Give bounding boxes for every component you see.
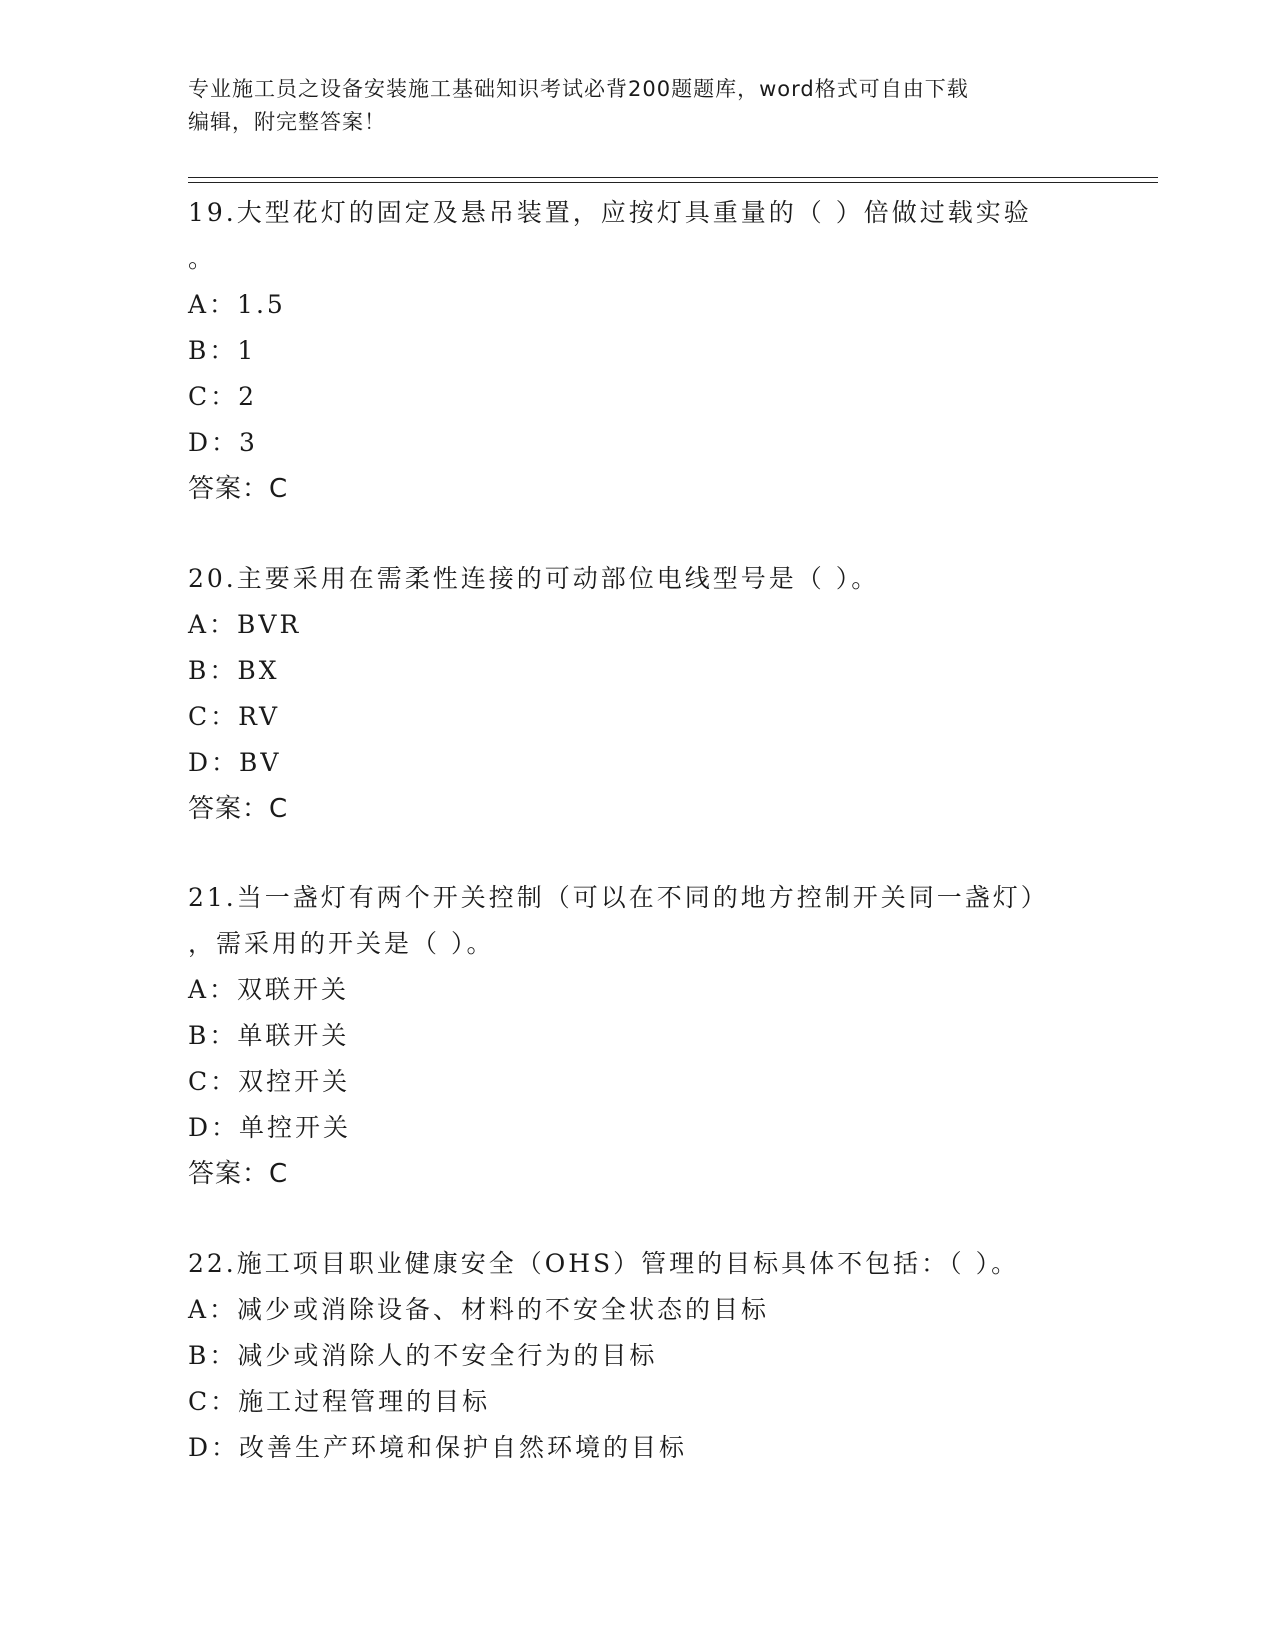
header-divider-bottom [188, 182, 1158, 183]
option-c: C：双控开关 [188, 1067, 351, 1096]
question-stem-continuation: 。 [188, 244, 217, 273]
option-d: D：BV [188, 748, 282, 777]
option-c: C：施工过程管理的目标 [188, 1387, 491, 1416]
question-21 [188, 875, 1088, 1197]
document-header [188, 73, 1088, 139]
option-d: D：单控开关 [188, 1113, 352, 1142]
answer: 答案：C [188, 1159, 289, 1189]
question-stem-continuation: ，需采用的开关是（ ）。 [188, 929, 495, 958]
question-20 [188, 556, 1088, 832]
option-c: C：2 [188, 382, 258, 411]
option-a: A：减少或消除设备、材料的不安全状态的目标 [188, 1295, 770, 1324]
option-b: B：单联开关 [188, 1021, 350, 1050]
option-d: D：3 [188, 428, 258, 457]
option-d: D：改善生产环境和保护自然环境的目标 [188, 1433, 688, 1462]
question-stem: 22.施工项目职业健康安全（OHS）管理的目标具体不包括：（ ）。 [188, 1249, 1020, 1278]
option-a: A：1.5 [188, 290, 286, 319]
option-b: B：1 [188, 336, 257, 365]
question-stem: 21.当一盏灯有两个开关控制（可以在不同的地方控制开关同一盏灯） [188, 883, 1049, 912]
header-divider-top [188, 177, 1158, 178]
option-a: A：BVR [188, 610, 302, 639]
header-line-2: 编辑，附完整答案！ [188, 110, 386, 134]
option-b: B：减少或消除人的不安全行为的目标 [188, 1341, 658, 1370]
option-c: C：RV [188, 702, 281, 731]
question-stem: 19.大型花灯的固定及悬吊装置，应按灯具重量的（ ）倍做过载实验 [188, 198, 1032, 227]
question-22 [188, 1241, 1088, 1471]
answer: 答案：C [188, 794, 289, 824]
header-line-1: 专业施工员之设备安装施工基础知识考试必背200题题库，word格式可自由下载 [188, 77, 969, 101]
question-19 [188, 190, 1088, 512]
question-stem: 20.主要采用在需柔性连接的可动部位电线型号是（ ）。 [188, 564, 880, 593]
answer: 答案：C [188, 474, 289, 504]
option-b: B：BX [188, 656, 280, 685]
option-a: A：双联开关 [188, 975, 350, 1004]
